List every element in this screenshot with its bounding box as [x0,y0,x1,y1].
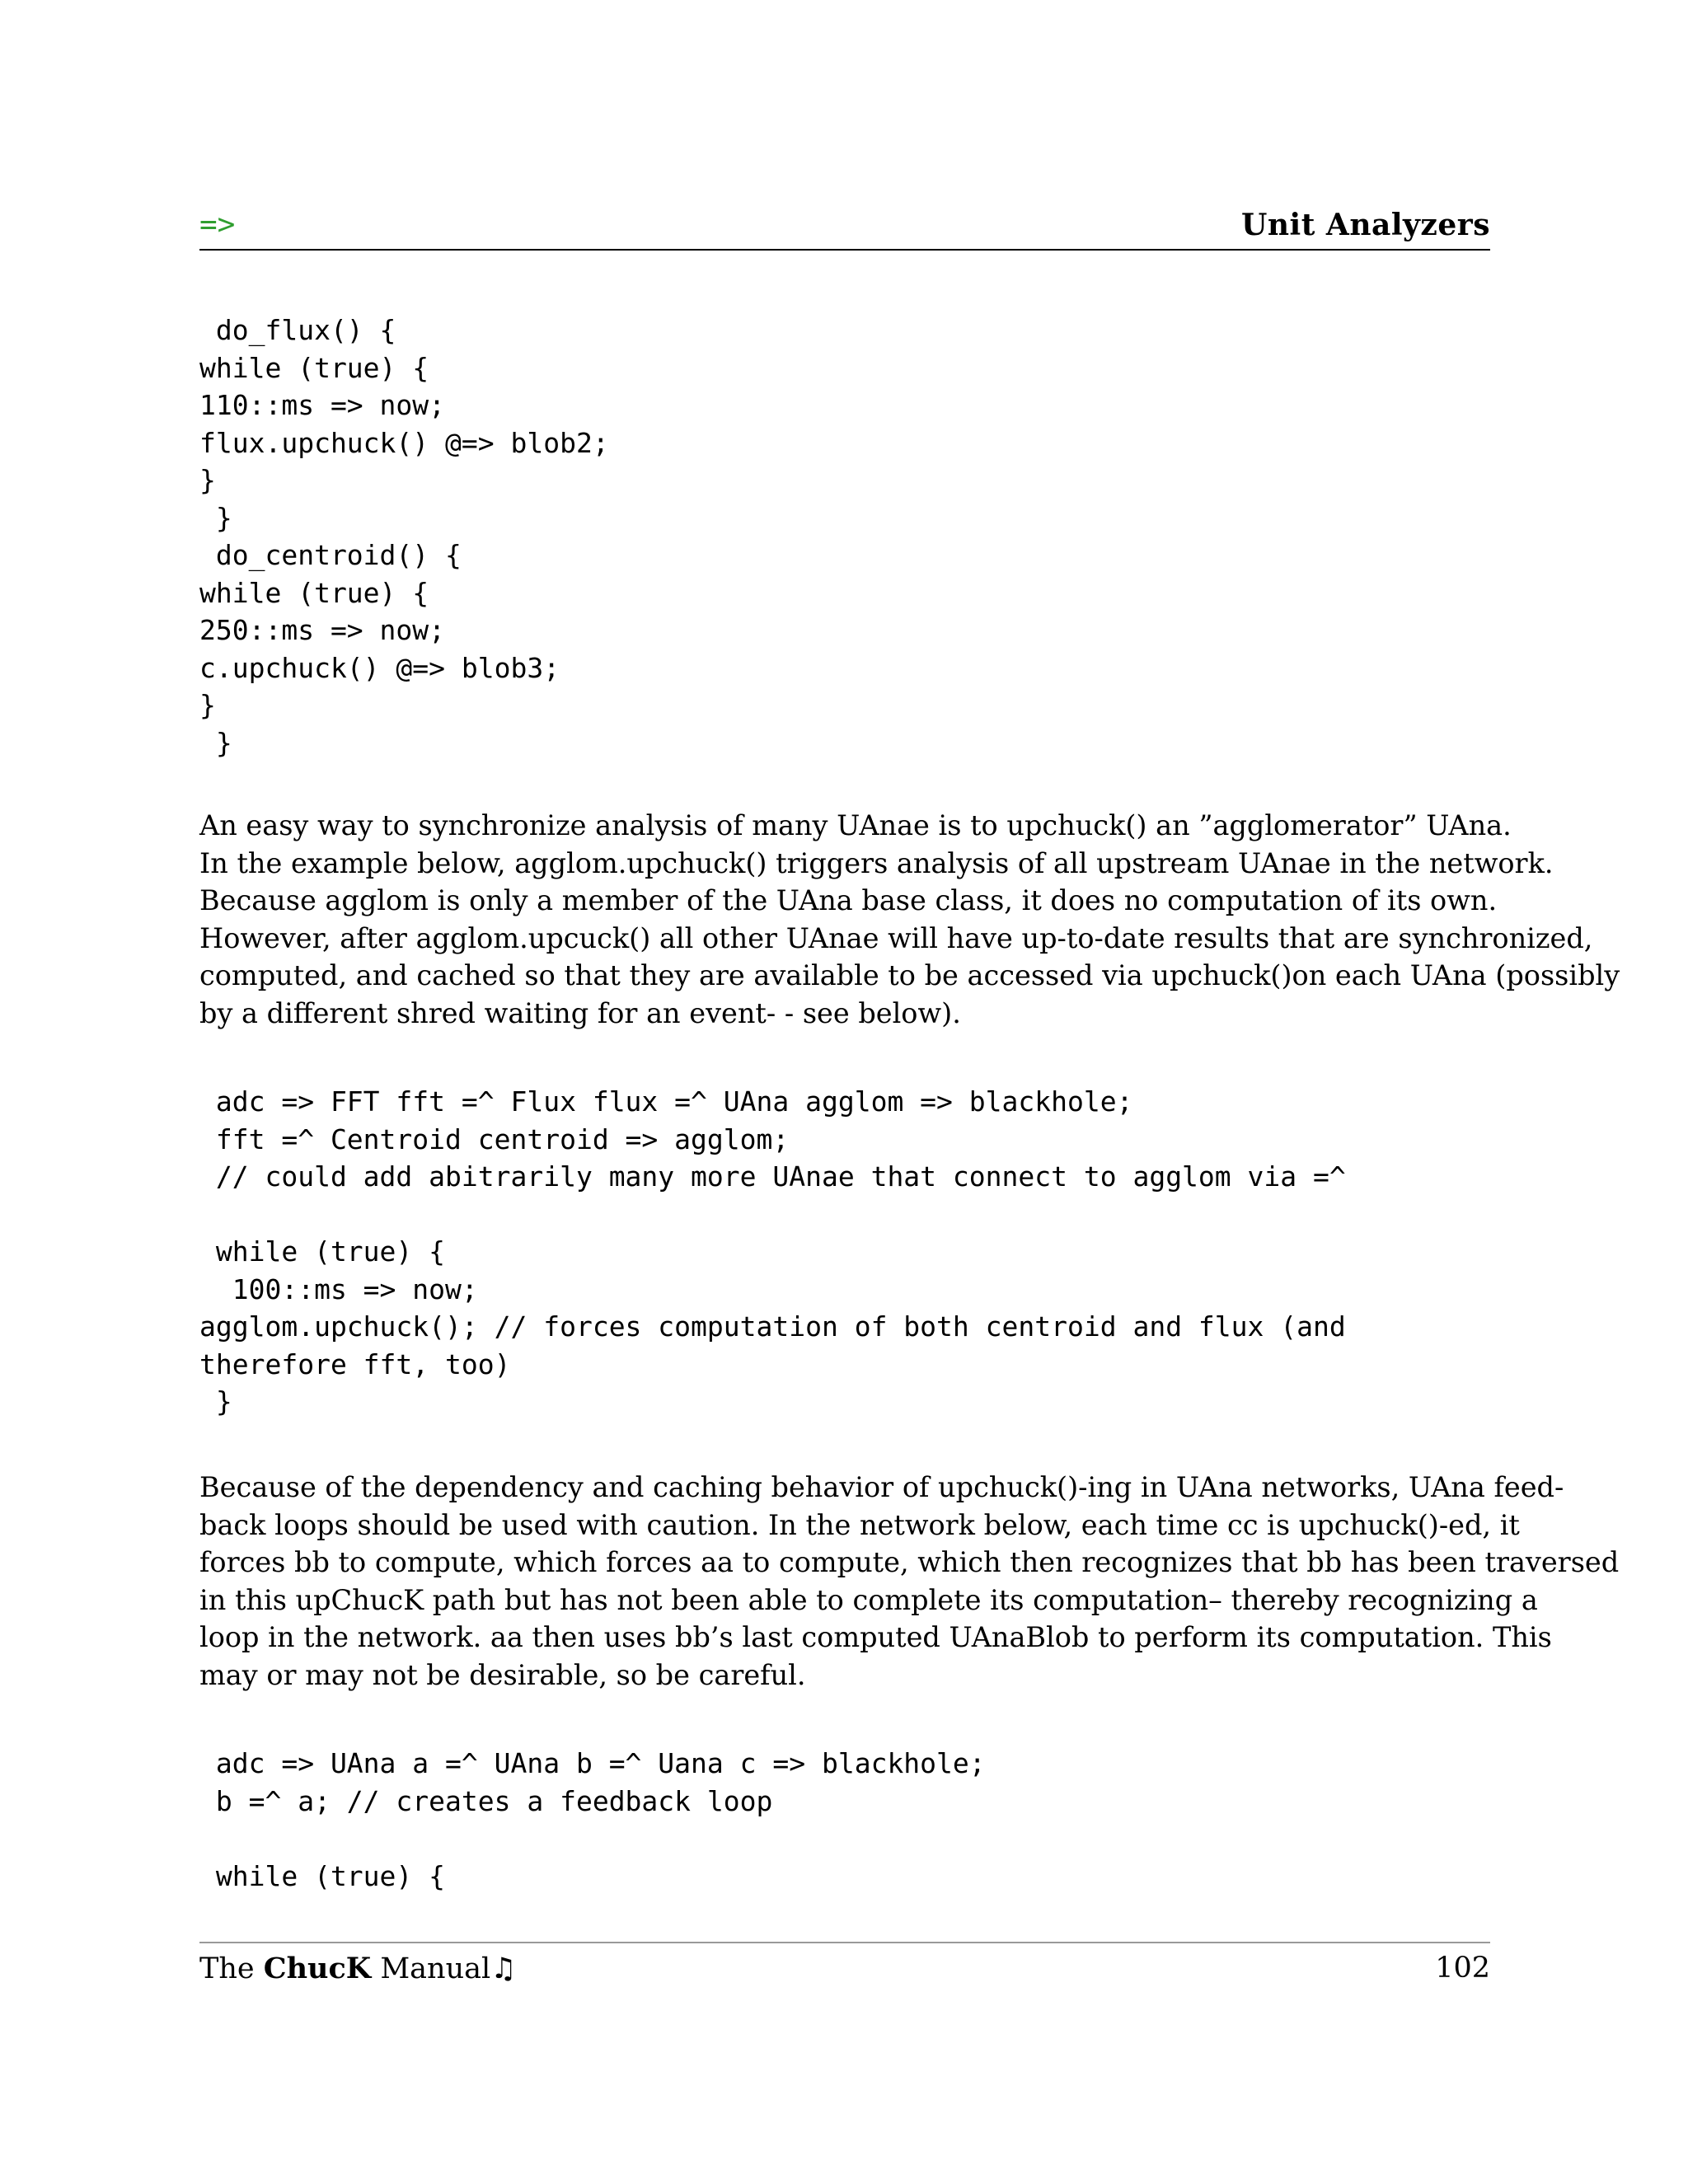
music-note-icon: ♫ [490,1952,517,1985]
code-line: } [199,464,216,496]
code-line: do_flux() { [199,314,396,346]
header-divider [199,249,1490,251]
code-line: } [199,501,232,534]
code-line: adc => FFT fft =^ Flux flux =^ UAna agglom => blackhole; [199,1085,1133,1118]
code-line: do_centroid() { [199,539,462,571]
paragraph-line: loop in the network. aa then uses bb’s last computed UAnaBlob to perform its computation. This [199,1621,1552,1653]
code-line [199,1196,1346,1234]
code-line [199,1820,986,1858]
paragraph-line: back loops should be used with caution. In the network below, each time cc is upchuck()-ed, it [199,1508,1520,1541]
code-line: 110::ms => now; [199,389,446,421]
code-line: } [199,1385,232,1418]
paragraph-feedback-loops [199,1469,1620,1694]
code-line: c.upchuck() @=> blob3; [199,651,560,684]
paragraph-line: in this upChucK path but has not been able to complete its computation– thereby recognizing a [199,1583,1538,1616]
code-line: // could add abitrarily many more UAnae that connect to agglom via =^ [199,1160,1346,1193]
paragraph-line: computed, and cached so that they are available to be accessed via upchuck()on each UAna (possibly [199,959,1620,991]
code-line: while (true) { [199,1859,446,1892]
code-line: adc => UAna a =^ UAna b =^ Uana c => blackhole; [199,1747,986,1779]
code-block-feedback [199,1745,986,1895]
paragraph-line: by a different shred waiting for an event- - see below). [199,996,961,1029]
code-line: agglom.upchuck(); // forces computation of both centroid and flux (and [199,1310,1346,1343]
code-line: flux.upchuck() @=> blob2; [199,426,609,459]
code-line: while (true) { [199,351,429,384]
paragraph-line: Because of the dependency and caching behavior of upchuck()-ing in UAna networks, UAna feed- [199,1471,1564,1503]
code-block-agglom [199,1083,1346,1421]
footer-chuck-name: ChucK [263,1952,372,1985]
page-number: 102 [1435,1952,1490,1985]
code-line: 250::ms => now; [199,614,446,646]
footer-suffix: Manual [371,1952,491,1985]
footer-divider [199,1942,1490,1943]
code-line: therefore fft, too) [199,1347,511,1380]
code-line: while (true) { [199,1235,446,1268]
footer-manual-title [199,1952,517,1985]
code-line: b =^ a; // creates a feedback loop [199,1784,773,1817]
paragraph-line: In the example below, agglom.upchuck() triggers analysis of all upstream UAnae in the network. [199,846,1554,879]
code-line: } [199,689,216,721]
chuck-arrow-logo: => [199,208,236,241]
code-line: while (true) { [199,576,429,609]
paragraph-line: Because agglom is only a member of the UAna base class, it does no computation of its own. [199,884,1498,916]
paragraph-agglomerator [199,807,1620,1032]
code-line: fft =^ Centroid centroid => agglom; [199,1122,790,1155]
code-block-flux-centroid [199,312,609,762]
page-header [199,206,1490,251]
paragraph-line: An easy way to synchronize analysis of many UAnae is to upchuck() an ”agglomerator” UAna. [199,809,1512,841]
paragraph-line: forces bb to compute, which forces aa to compute, which then recognizes that bb has been traversed [199,1546,1620,1578]
code-line: 100::ms => now; [199,1272,478,1305]
footer-prefix: The [199,1952,264,1985]
paragraph-line: may or may not be desirable, so be careful. [199,1658,806,1691]
paragraph-line: However, after agglom.upcuck() all other UAnae will have up-to-date results that are synchronized, [199,921,1593,954]
section-title: Unit Analyzers [1240,208,1490,242]
code-line: } [199,726,232,759]
